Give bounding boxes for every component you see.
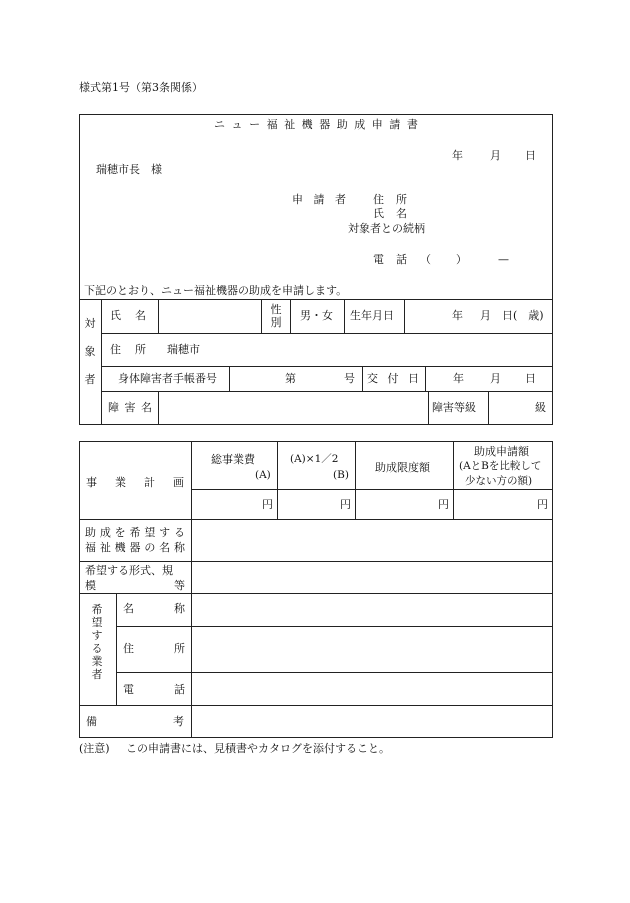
label-char: 画 [173,476,184,489]
section-char: 象 [84,345,96,358]
title-char: 申 [371,118,383,131]
label-char: 名 [396,207,407,220]
label-char: 称 [174,602,185,615]
label-char: 望 [144,526,156,539]
disability-grade-label: 障害等級 [432,401,476,414]
applicant-name-label [373,208,407,219]
title-char: 書 [406,118,418,131]
label-char: 名 [159,541,171,554]
label-char: 氏 [373,207,384,220]
grid-line [101,391,553,392]
section-char: る [91,642,103,655]
project-plan-label [86,477,184,488]
vendor-section-label [87,604,107,680]
title-char: ニ [214,118,225,131]
birth-label: 生年月日 [350,309,394,322]
grid-line [428,391,429,425]
date-day: 日 [525,149,536,162]
title-char: 請 [389,118,401,131]
yen-unit: 円 [340,498,351,511]
issue-day: 日 [525,372,536,385]
grid-line [355,441,356,519]
label-char: 業 [115,476,126,489]
vendor-tel-label [123,684,185,695]
label-char: 住 [110,343,121,356]
section-char: 対 [84,317,96,330]
title-char: 成 [354,118,366,131]
title-char: 祉 [284,118,296,131]
vendor-name-label [123,603,185,614]
label-char: 電 [123,683,134,696]
form-title [214,119,418,130]
grid-line [277,441,278,519]
handbook-go: 号 [344,372,355,385]
label-char: 話 [396,253,407,266]
grid-line [79,593,553,594]
tel-paren-open: （ [420,253,431,266]
label-char: 福 [85,541,96,554]
grid-line [101,366,553,367]
label-char: 別 [270,316,282,329]
half-mark: (B) [333,469,349,481]
subject-name-label [110,310,146,321]
applicant-char: 申 [292,193,303,206]
handbook-dai: 第 [285,372,296,385]
title-char: 機 [301,118,313,131]
grid-line [290,299,291,333]
grid-line [79,519,553,520]
subject-section-label [82,318,98,385]
model-label-line2 [85,580,185,591]
label-char: 住 [373,193,384,206]
section-char: 望 [91,616,103,629]
subject-address-value: 瑞穂市 [167,343,200,356]
tel-dash: — [498,253,509,266]
grid-line [79,705,553,706]
label-char: 交 [367,372,378,385]
note-text: この申請書には、見積書やカタログを添付すること。 [126,742,390,755]
grid-line [191,441,192,738]
gender-options: 男・女 [300,309,333,322]
total-cost-mark: (A) [255,469,271,481]
label-char: す [159,526,171,539]
label-char: 電 [373,253,384,266]
applicant-address-label [373,194,407,205]
total-cost-label: 総事業費 [211,453,255,466]
grid-line [116,626,553,627]
applicant-label [292,194,346,205]
date-year: 年 [452,149,463,162]
label-char: 付 [387,372,399,385]
issue-month: 月 [490,372,501,385]
label-char: 模 [85,579,96,592]
yen-unit: 円 [537,498,548,511]
note-label: (注意) [79,742,110,755]
grid-line [344,299,345,333]
grid-line [79,299,553,300]
label-char: 備 [86,715,97,728]
title-char: 助 [336,118,348,131]
label-char: 名 [123,602,134,615]
yen-unit: 円 [262,498,273,511]
title-char: ー [249,118,261,131]
birth-day-age: 日( 歳) [502,309,544,322]
request-label-line1: 助成申請額 [474,445,529,458]
grid-line [425,366,426,391]
half-label: (A)×1／2 [290,453,339,465]
grid-line [453,441,454,519]
device-label-line2 [85,542,185,553]
label-char: 等 [174,579,185,592]
section-char: 業 [91,655,103,668]
label-char: 考 [173,715,184,728]
grid-line [116,672,553,673]
grid-line [229,366,230,391]
grid-line [79,561,553,562]
label-char: 成 [99,526,111,539]
label-char: 話 [174,683,185,696]
label-char: 所 [396,193,407,206]
grid-line [101,299,102,425]
label-char: 助 [85,526,96,539]
label-char: 住 [123,642,134,655]
addressee: 瑞穂市長 様 [96,163,162,176]
section-char: 者 [84,373,96,386]
request-label-line2: (AとBを比較して [459,460,542,472]
label-char: 氏 [110,309,121,322]
label-char: 事 [86,476,97,489]
label-char: 所 [135,343,146,356]
request-label-line3: 少ない方の額) [465,475,533,487]
label-char: 所 [174,642,185,655]
label-char: 希 [129,526,141,539]
grade-unit: 級 [535,401,546,414]
birth-year: 年 [452,309,463,322]
label-char: 計 [144,476,155,489]
applicant-tel-label [373,254,407,265]
disability-name-label [108,402,152,413]
label-char: 障 [108,401,119,414]
grid-line [116,593,117,705]
label-char: の [144,541,156,554]
statement: 下記のとおり、ニュー福祉機器の助成を申請します。 [84,284,348,297]
section-char: 希 [91,603,103,616]
section-char: す [91,629,103,642]
title-char: 福 [266,118,278,131]
issue-date-label [367,373,419,384]
applicant-char: 請 [313,193,325,206]
handbook-label: 身体障害者手帳番号 [118,372,217,385]
issue-year: 年 [453,372,464,385]
title-char: 器 [319,118,331,131]
grid-line [191,489,553,490]
grid-line [158,299,159,333]
form-number: 様式第1号（第3条関係） [79,81,203,94]
label-char: 日 [408,372,419,385]
label-char: 性 [270,303,282,316]
label-char: 害 [124,401,136,414]
label-char: を [114,526,126,539]
section-char: 者 [91,668,103,681]
grid-line [158,391,159,425]
yen-unit: 円 [438,498,449,511]
grid-line [362,366,363,391]
title-char: ュ [231,118,243,131]
grid-line [101,333,553,334]
label-char: 機 [114,541,126,554]
grid-line [488,391,489,425]
vendor-address-label [123,643,185,654]
date-month: 月 [490,149,501,162]
remarks-label [86,716,184,727]
label-char: 称 [173,541,185,554]
relation-label: 対象者との続柄 [348,222,425,235]
device-label-line1 [85,527,185,538]
label-char: 器 [129,541,141,554]
birth-month: 月 [480,309,491,322]
label-char: る [173,526,185,539]
applicant-char: 者 [335,193,346,206]
label-char: 名 [141,401,152,414]
model-label-line1: 希望する形式、規 [85,564,173,577]
grid-line [404,299,405,333]
tel-paren-close: ） [456,253,467,266]
subject-address-label [110,344,146,355]
label-char: 祉 [99,541,111,554]
label-char: 名 [135,309,146,322]
gender-label [262,304,290,328]
limit-label: 助成限度額 [375,461,430,474]
